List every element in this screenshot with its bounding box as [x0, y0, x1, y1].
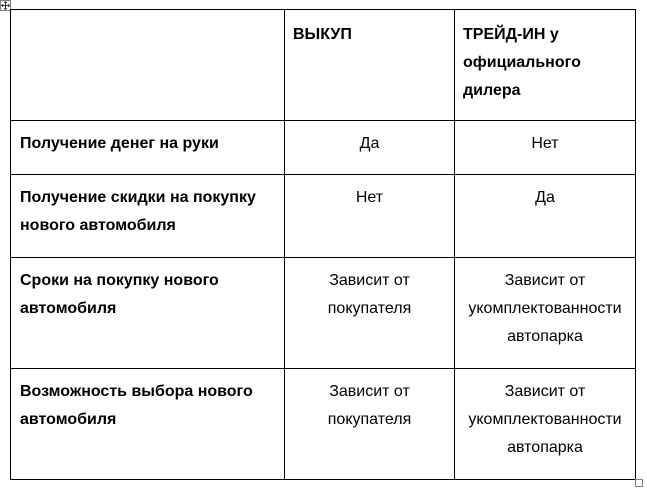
table-row: [11, 369, 636, 480]
table-resize-handle[interactable]: [635, 479, 643, 487]
tradein-cell: Зависит от укомплектованности автопарка: [455, 258, 636, 369]
buyout-cell: Зависит от покупателя: [285, 369, 455, 480]
tradein-cell: Зависит от укомплектованности автопарка: [455, 369, 636, 480]
buyout-cell: Нет: [285, 175, 455, 258]
buyout-cell: Да: [285, 121, 455, 175]
buyout-cell: Зависит от покупателя: [285, 258, 455, 369]
move-icon: [1, 1, 10, 10]
row-label: Получение скидки на покупку нового автомобиля: [11, 175, 285, 258]
header-cell-empty: [11, 10, 285, 121]
table-header-row: [11, 10, 636, 121]
tradein-cell: Да: [455, 175, 636, 258]
comparison-table: [10, 9, 636, 480]
table-row: [11, 175, 636, 258]
table-row: [11, 258, 636, 369]
table-row: [11, 121, 636, 175]
header-cell-buyout: ВЫКУП: [285, 10, 455, 121]
row-label: Получение денег на руки: [11, 121, 285, 175]
row-label: Сроки на покупку нового автомобиля: [11, 258, 285, 369]
tradein-cell: Нет: [455, 121, 636, 175]
header-cell-tradein: ТРЕЙД-ИН у официального дилера: [455, 10, 636, 121]
row-label: Возможность выбора нового автомобиля: [11, 369, 285, 480]
